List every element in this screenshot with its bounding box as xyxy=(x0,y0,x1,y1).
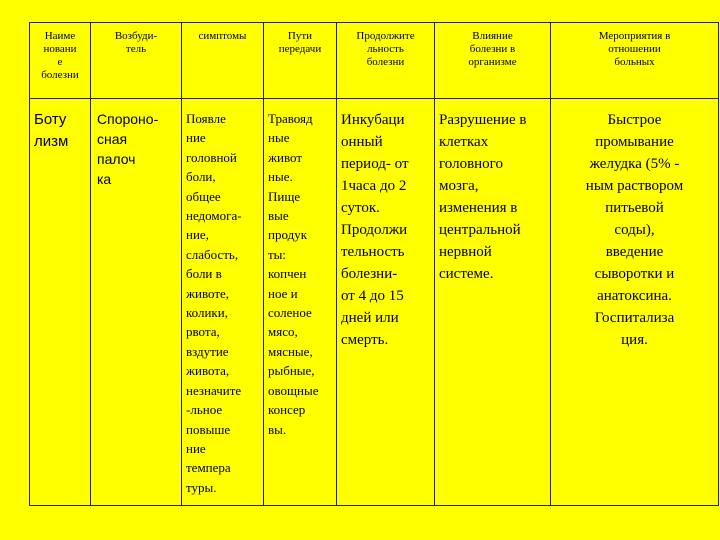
cell-line: головного xyxy=(439,156,503,172)
cell-transmission xyxy=(264,99,337,506)
header-line: отношении xyxy=(608,43,661,55)
cell-line: ние xyxy=(186,130,206,146)
cell-line: слабость, xyxy=(186,246,239,262)
cell-line: ным раствором xyxy=(585,178,684,194)
cell-line: Боту xyxy=(34,111,67,128)
cell-line: вые xyxy=(268,208,289,224)
header-line: Мероприятия в xyxy=(598,30,671,42)
cell-line: боли в xyxy=(186,266,222,282)
header-effect xyxy=(435,23,551,99)
cell-line: Продолжи xyxy=(341,222,408,238)
cell-line: питьевой xyxy=(605,200,664,216)
header-symptoms xyxy=(182,23,264,99)
cell-line: нервной xyxy=(439,244,492,260)
cell-line: колики, xyxy=(186,305,228,321)
cell-line: изменения в xyxy=(439,200,518,216)
header-line: болезни в xyxy=(469,43,516,55)
cell-line: период- от xyxy=(341,156,409,172)
cell-line: соды), xyxy=(614,222,655,238)
header-line: болезни xyxy=(366,56,405,68)
cell-line: ные. xyxy=(268,169,293,185)
cell-line: тельность xyxy=(341,244,405,260)
header-row xyxy=(30,23,719,99)
cell-line: боли, xyxy=(186,169,216,185)
cell-line: дней или xyxy=(341,310,399,326)
cell-line: мясные, xyxy=(268,343,313,359)
cell-line: -льное xyxy=(186,402,223,418)
cell-measures xyxy=(551,99,719,506)
header-line: новани xyxy=(43,43,77,55)
cell-line: живот xyxy=(268,149,302,165)
cell-line: ные xyxy=(268,130,290,146)
cell-line: животе, xyxy=(186,285,230,301)
cell-line: туры. xyxy=(186,479,217,495)
header-line: Влияние xyxy=(472,30,513,42)
header-line: симптомы xyxy=(198,30,247,42)
header-line: Наиме xyxy=(44,30,76,42)
header-duration xyxy=(337,23,435,99)
cell-duration xyxy=(337,99,435,506)
cell-line: рвота, xyxy=(186,324,220,340)
cell-line: лизм xyxy=(34,133,69,150)
cell-line: клетках xyxy=(439,134,489,150)
cell-line: повыше xyxy=(186,421,231,437)
cell-line: от 4 до 15 xyxy=(341,288,404,304)
cell-line: соленое xyxy=(268,305,312,321)
cell-line: недомога- xyxy=(186,208,242,224)
header-transmission xyxy=(264,23,337,99)
cell-line: овощные xyxy=(268,382,319,398)
cell-line: продук xyxy=(268,227,308,243)
header-line: Продолжите xyxy=(356,30,415,42)
cell-line: сная xyxy=(97,131,128,147)
cell-line: рыбные, xyxy=(268,363,315,379)
cell-line: желудка (5% - xyxy=(589,156,680,172)
table-row xyxy=(30,99,719,506)
cell-line: анатоксина. xyxy=(597,288,672,304)
header-line: болезни xyxy=(41,69,79,81)
cell-line: Пище xyxy=(268,188,301,204)
cell-line: болезни- xyxy=(341,266,398,282)
header-line: Возбуди- xyxy=(114,30,158,42)
cell-symptoms xyxy=(182,99,264,506)
disease-table xyxy=(29,22,719,506)
cell-line: головной xyxy=(186,149,237,165)
cell-pathogen xyxy=(91,99,182,506)
cell-line: живота, xyxy=(186,363,230,379)
cell-line: Травояд xyxy=(268,111,313,126)
cell-line: мозга, xyxy=(439,178,479,194)
header-line: передачи xyxy=(278,43,322,55)
header-line: Пути xyxy=(287,30,313,42)
cell-line: Появле xyxy=(186,111,226,126)
cell-line: консер xyxy=(268,402,306,418)
cell-effect xyxy=(435,99,551,506)
cell-line: Спороно- xyxy=(97,111,159,127)
header-line: льность xyxy=(367,43,404,55)
header-line: тель xyxy=(125,43,147,55)
cell-line: ка xyxy=(97,171,112,187)
cell-line: центральной xyxy=(439,222,521,238)
cell-line: мясо, xyxy=(268,324,298,340)
cell-line: ция. xyxy=(621,332,648,348)
header-pathogen xyxy=(91,23,182,99)
cell-line: суток. xyxy=(341,200,380,216)
cell-line: промывание xyxy=(595,134,674,150)
cell-line: общее xyxy=(186,188,221,204)
cell-line: вы. xyxy=(268,421,287,437)
cell-line: ты: xyxy=(268,246,287,262)
cell-disease-name xyxy=(30,99,91,506)
cell-line: онный xyxy=(341,134,383,150)
cell-line: Госпитализа xyxy=(594,310,675,326)
cell-line: смерть. xyxy=(341,332,389,348)
cell-line: 1часа до 2 xyxy=(341,178,407,194)
header-line: больных xyxy=(614,56,655,68)
cell-line: копчен xyxy=(268,266,307,282)
cell-line: Инкубаци xyxy=(341,112,405,128)
cell-line: ние xyxy=(186,440,206,456)
cell-line: Разрушение в xyxy=(439,112,527,128)
header-measures xyxy=(551,23,719,99)
cell-line: палоч xyxy=(97,151,136,167)
cell-line: вздутие xyxy=(186,343,229,359)
cell-line: системе. xyxy=(439,266,494,282)
cell-line: ное и xyxy=(268,285,298,301)
cell-line: ние, xyxy=(186,227,209,243)
cell-line: Быстрое xyxy=(607,112,662,128)
header-line: организме xyxy=(468,56,517,68)
header-disease-name xyxy=(30,23,91,99)
cell-line: введение xyxy=(605,244,664,260)
cell-line: незначите xyxy=(186,382,242,398)
header-line: е xyxy=(57,56,63,68)
cell-line: сыворотки и xyxy=(594,266,675,282)
cell-line: темпера xyxy=(186,460,231,476)
